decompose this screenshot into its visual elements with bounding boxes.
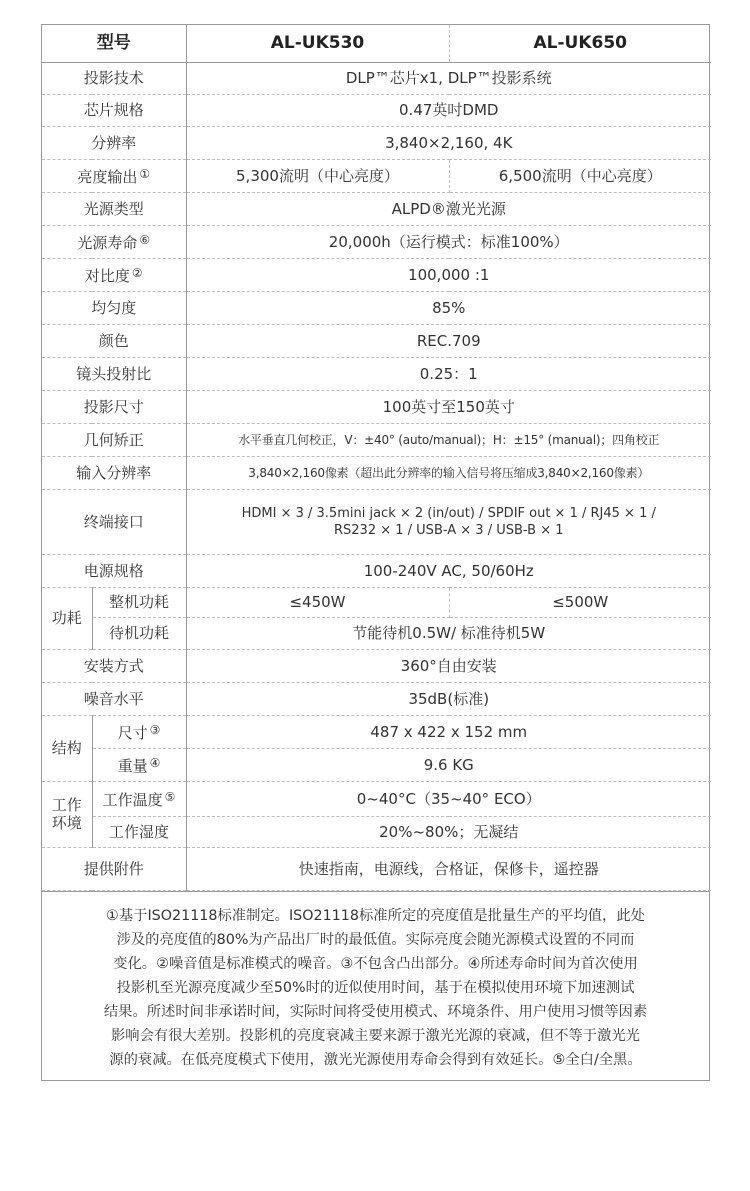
spec-row <box>42 649 711 682</box>
spec-row <box>42 554 711 587</box>
model-label: 型号 <box>42 25 186 62</box>
row-value: 节能待机0.5W/ 标准待机5W <box>186 617 711 649</box>
spec-row <box>42 816 711 847</box>
spec-sheet <box>41 24 710 1081</box>
row-label: 分辨率 <box>42 126 186 159</box>
spec-row <box>42 456 711 489</box>
row-label: 颜色 <box>42 324 186 357</box>
row-value-1: 5,300流明（中心亮度） <box>186 159 449 192</box>
row-label <box>42 159 186 192</box>
ports-line-2: RS232 × 1 / USB-A × 3 / USB-B × 1 <box>334 522 564 538</box>
row-label: 噪音水平 <box>42 682 186 715</box>
row-value: 85% <box>186 291 711 324</box>
footnote-line: 投影机至光源亮度减少至50%时的近似使用时间，基于在模拟使用环境下加速测试 <box>116 979 635 996</box>
row-value: 100,000 :1 <box>186 258 711 291</box>
row-value: 100-240V AC, 50/60Hz <box>186 554 711 587</box>
footnote-line: 结果。所述时间非承诺时间，实际时间将受使用模式、环境条件、用户使用习惯等因素 <box>103 1003 648 1020</box>
model-name-1: AL-UK530 <box>186 25 449 62</box>
row-label: 终端接口 <box>42 489 186 554</box>
ports-line-1: HDMI × 3 / 3.5mini jack × 2 (in/out) / SPDIF out × 1 / RJ45 × 1 / <box>241 505 656 521</box>
spec-row <box>42 847 711 890</box>
row-value: 35dB(标准) <box>186 682 711 715</box>
group-label: 结构 <box>42 715 92 781</box>
row-value: 0~40°C（35~40° ECO） <box>186 781 711 816</box>
spec-row <box>42 357 711 390</box>
row-value: 0.47英吋DMD <box>186 94 711 126</box>
group-label <box>42 781 92 847</box>
spec-row <box>42 324 711 357</box>
row-label: 输入分辨率 <box>42 456 186 489</box>
label-text: 亮度输出 <box>77 168 138 186</box>
footnote-line: 涉及的亮度值的80%为产品出厂时的最低值。实际亮度会随光源模式设置的不同而 <box>116 931 635 948</box>
row-value: ALPD®激光光源 <box>186 192 711 225</box>
footnote-marker: ⑥ <box>139 233 151 247</box>
spec-row <box>42 781 711 816</box>
row-value: DLP™芯片x1, DLP™投影系统 <box>186 62 711 94</box>
row-value: 水平垂直几何校正，V：±40° (auto/manual)；H：±15° (manual)；四角校正 <box>186 423 711 456</box>
row-value-2: ≤500W <box>449 587 711 617</box>
spec-row <box>42 682 711 715</box>
spec-row <box>42 390 711 423</box>
label-text: 工作温度 <box>102 791 163 809</box>
footnote-line: ①基于ISO21118标准制定。ISO21118标准所定的亮度值是批量生产的平均值，此处 <box>106 907 645 924</box>
spec-table <box>42 25 711 891</box>
row-value: 100英寸至150英寸 <box>186 390 711 423</box>
footnotes <box>42 891 709 1080</box>
row-value: 360°自由安装 <box>186 649 711 682</box>
row-value: 3,840×2,160, 4K <box>186 126 711 159</box>
row-value: REC.709 <box>186 324 711 357</box>
row-label: 镜头投射比 <box>42 357 186 390</box>
row-label: 光源类型 <box>42 192 186 225</box>
row-label <box>92 781 186 816</box>
row-label: 工作湿度 <box>92 816 186 847</box>
group-label: 功耗 <box>42 587 92 649</box>
row-value-2: 6,500流明（中心亮度） <box>449 159 711 192</box>
footnote-marker: ③ <box>149 723 161 737</box>
spec-row <box>42 715 711 748</box>
group-label-line-2: 环境 <box>51 814 82 832</box>
spec-row <box>42 617 711 649</box>
row-value: 快速指南，电源线，合格证，保修卡，遥控器 <box>186 847 711 890</box>
row-label: 几何矫正 <box>42 423 186 456</box>
header-row <box>42 25 711 62</box>
row-label: 提供附件 <box>42 847 186 890</box>
label-text: 对比度 <box>84 267 130 285</box>
row-label: 投影技术 <box>42 62 186 94</box>
row-label: 芯片规格 <box>42 94 186 126</box>
row-label: 待机功耗 <box>92 617 186 649</box>
row-value-1: ≤450W <box>186 587 449 617</box>
spec-row <box>42 94 711 126</box>
spec-row <box>42 192 711 225</box>
row-label: 均匀度 <box>42 291 186 324</box>
footnote-line: 变化。②噪音值是标准模式的噪音。③不包含凸出部分。④所述寿命时间为首次使用 <box>113 955 638 972</box>
model-name-2: AL-UK650 <box>449 25 711 62</box>
spec-row <box>42 489 711 554</box>
spec-row <box>42 587 711 617</box>
row-label: 电源规格 <box>42 554 186 587</box>
footnote-marker: ② <box>131 266 143 280</box>
spec-row <box>42 748 711 781</box>
row-value: 3,840×2,160像素（超出此分辨率的输入信号将压缩成3,840×2,160像素） <box>186 456 711 489</box>
spec-row <box>42 126 711 159</box>
row-label <box>92 748 186 781</box>
label-text: 光源寿命 <box>77 234 138 252</box>
label-text: 重量 <box>117 757 148 775</box>
footnote-marker: ④ <box>149 756 161 770</box>
row-value: 0.25：1 <box>186 357 711 390</box>
spec-row <box>42 159 711 192</box>
spec-row <box>42 291 711 324</box>
spec-row <box>42 423 711 456</box>
row-value: 487 x 422 x 152 mm <box>186 715 711 748</box>
row-label <box>42 225 186 258</box>
row-value: 20%~80%；无凝结 <box>186 816 711 847</box>
row-value: 9.6 KG <box>186 748 711 781</box>
spec-row <box>42 258 711 291</box>
group-label-line-1: 工作 <box>51 796 82 814</box>
spec-row <box>42 62 711 94</box>
row-label: 投影尺寸 <box>42 390 186 423</box>
row-label: 整机功耗 <box>92 587 186 617</box>
row-label: 安装方式 <box>42 649 186 682</box>
row-label <box>92 715 186 748</box>
label-text: 尺寸 <box>117 724 148 742</box>
footnote-marker: ① <box>139 167 151 181</box>
spec-row <box>42 225 711 258</box>
footnote-line: 影响会有很大差别。投影机的亮度衰减主要来源于激光光源的衰减，但不等于激光光 <box>111 1027 640 1044</box>
row-label <box>42 258 186 291</box>
footnote-line: 源的衰减。在低亮度模式下使用，激光光源使用寿命会得到有效延长。⑤全白/全黑。 <box>109 1051 642 1068</box>
row-value: 20,000h（运行模式：标准100%） <box>186 225 711 258</box>
footnote-marker: ⑤ <box>164 790 176 804</box>
row-value <box>186 489 711 554</box>
